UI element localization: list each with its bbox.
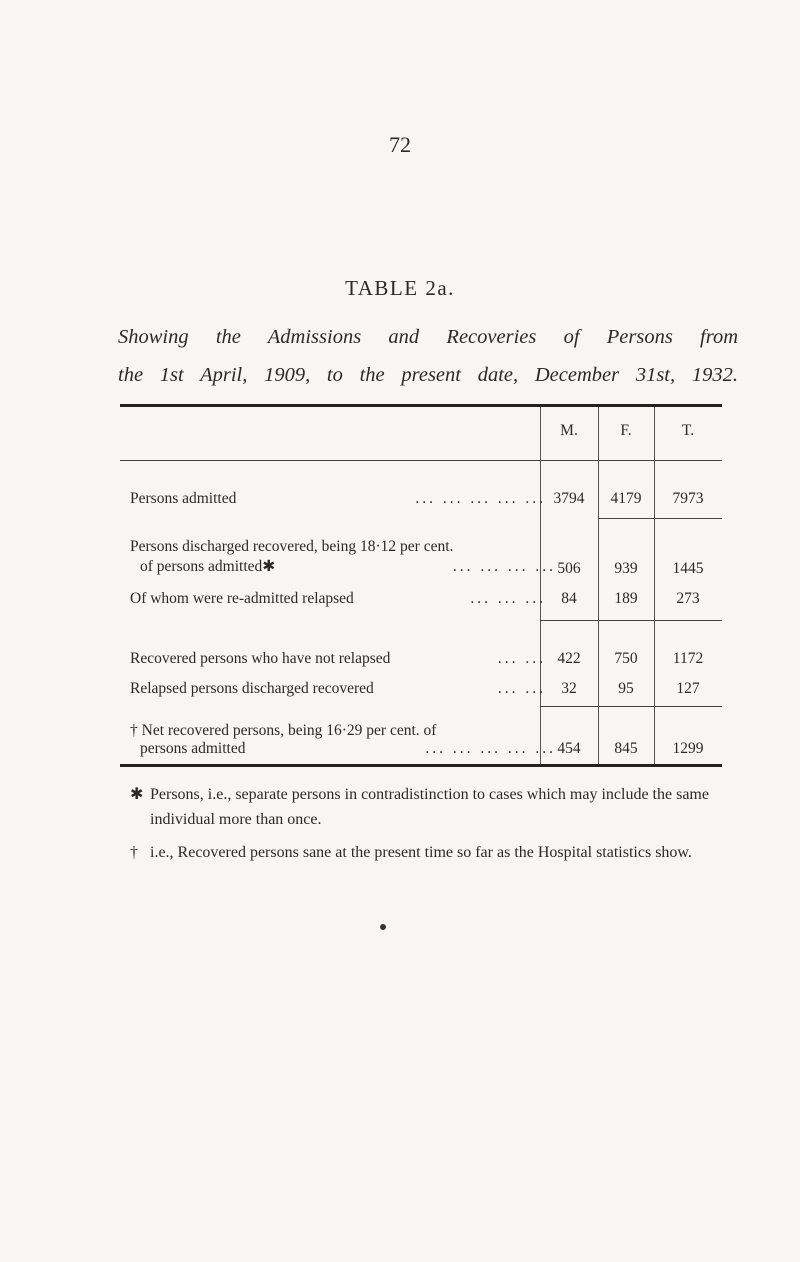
footnote-text: i.e., Recovered persons sane at the present time so far as the Hospital statistics show. [150, 844, 692, 861]
footnote-asterisk [130, 782, 730, 832]
header-rule [120, 460, 722, 461]
cell-m: 32 [561, 680, 577, 697]
cell-f: 95 [618, 680, 634, 697]
row-label [130, 680, 546, 698]
cell-t: 7973 [672, 490, 704, 507]
row-label-text: Of whom were re-admitted relapsed [130, 590, 354, 607]
cell-f: 4179 [610, 490, 642, 507]
subtotal-rule [598, 518, 722, 519]
cell-f: 939 [614, 560, 638, 577]
row-label-line-2: persons admitted [140, 740, 246, 757]
cell-f: 750 [614, 650, 638, 667]
footnote-text: Persons, i.e., separate persons in contradistinction to cases which may include the same individual more than once. [150, 786, 709, 828]
column-header-f: F. [620, 422, 632, 439]
cell-t: 127 [676, 680, 700, 697]
cell-t: 1445 [672, 560, 704, 577]
cell-m: 3794 [553, 490, 585, 507]
statistics-table [120, 404, 722, 768]
cell-t: 1299 [672, 740, 704, 757]
dot-leader: ... ... ... ... [452, 558, 556, 575]
row-label-text: Recovered persons who have not relapsed [130, 650, 391, 667]
table-subtitle [118, 318, 738, 394]
subtitle-part: Recoveries [446, 326, 537, 348]
column-header-m: M. [560, 422, 578, 439]
ink-spot [380, 924, 386, 930]
cell-m: 454 [557, 740, 581, 757]
subtitle-line-2: the 1st April, 1909, to the present date, December 31st, 1932. [118, 364, 738, 386]
subtitle-part: of Persons from [536, 326, 739, 348]
row-label-text: Persons admitted [130, 490, 237, 507]
cell-m: 422 [557, 650, 581, 667]
row-label [140, 740, 556, 758]
subtitle-part: Admissions [267, 326, 362, 348]
footnote-mark: ✱ [130, 786, 144, 803]
dot-leader: ... ... ... [470, 590, 546, 607]
dot-leader: ... ... ... ... ... [425, 740, 556, 757]
row-label-line-2: of persons admitted✱ [140, 558, 276, 575]
cell-t: 1172 [672, 650, 704, 667]
row-label [140, 558, 556, 576]
row-label-line-1: † Net recovered persons, being 16·29 per cent. of [130, 722, 437, 739]
dot-leader: ... ... [497, 650, 546, 667]
row-label [130, 650, 546, 668]
table-bottom-rule [120, 764, 722, 767]
subtotal-rule [540, 620, 722, 621]
row-label [130, 590, 546, 608]
dot-leader: ... ... [497, 680, 546, 697]
footnote-dagger [130, 840, 730, 865]
cell-t: 273 [676, 590, 700, 607]
cell-m: 84 [561, 590, 577, 607]
row-label-line-1: Persons discharged recovered, being 18·12 per cent. [130, 538, 454, 555]
cell-f: 189 [614, 590, 638, 607]
cell-f: 845 [614, 740, 638, 757]
column-header-t: T. [681, 422, 695, 439]
dot-leader: ... ... ... ... ... [415, 490, 546, 507]
page-number: 72 [389, 132, 411, 157]
row-label [130, 490, 546, 508]
subtotal-rule [540, 706, 722, 707]
table-top-rule [120, 404, 722, 407]
table-title: TABLE 2a. [345, 276, 455, 300]
footnote-mark: † [130, 844, 138, 861]
cell-m: 506 [557, 560, 581, 577]
row-label-text: Relapsed persons discharged recovered [130, 680, 374, 697]
subtitle-part: and [361, 326, 447, 348]
subtitle-part: Showing the [118, 326, 268, 348]
